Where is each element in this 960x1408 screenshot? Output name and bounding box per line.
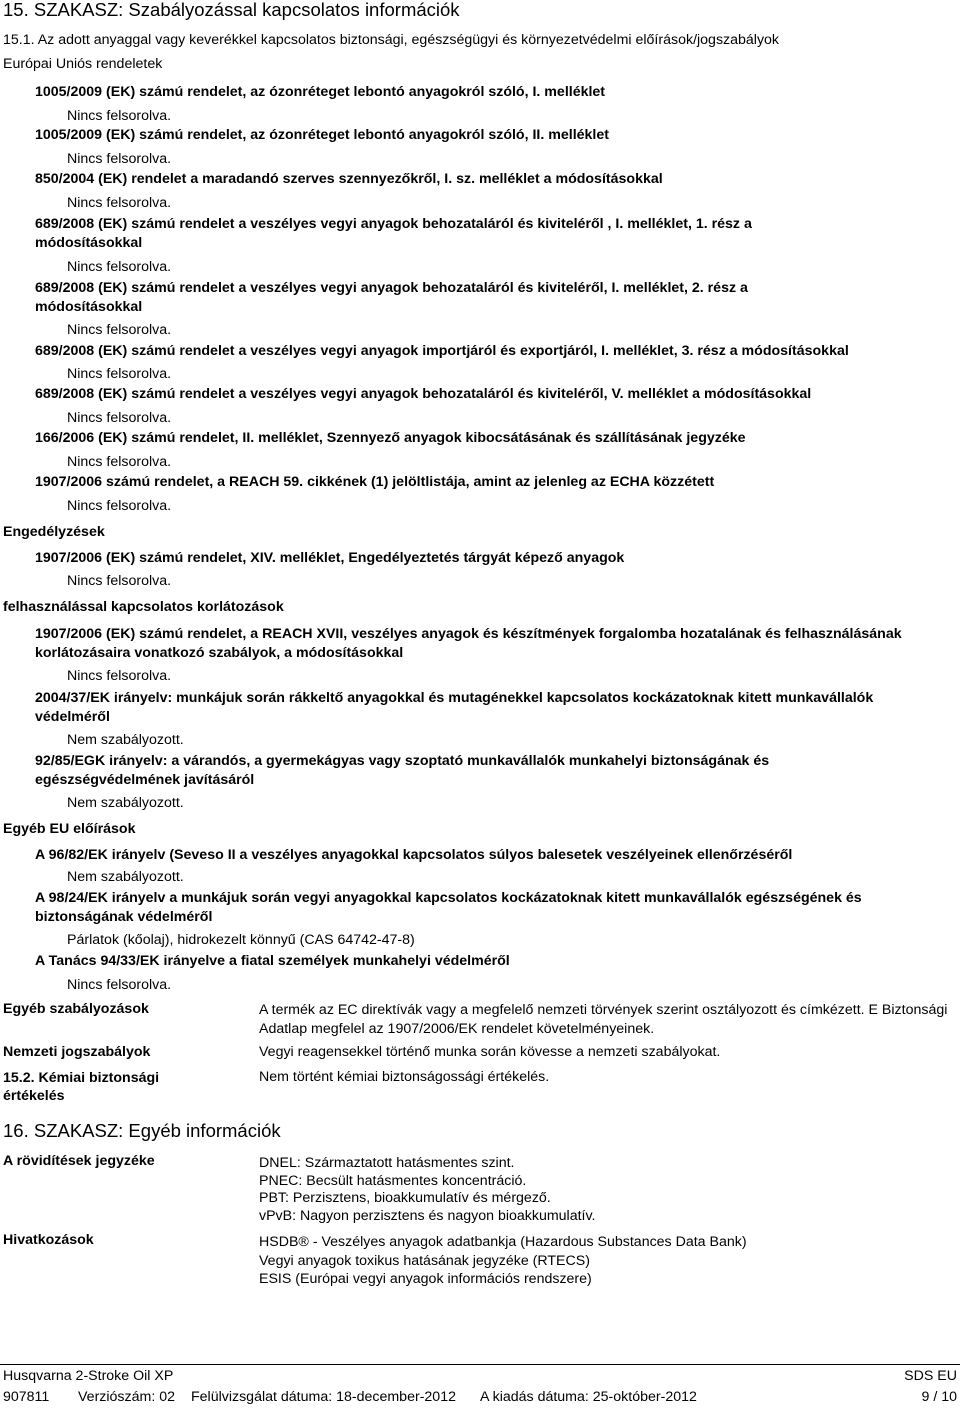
restriction-value: Nem szabályozott. (67, 732, 184, 748)
footer-divider (0, 1364, 960, 1365)
reg-value: Nincs felsorolva. (67, 454, 172, 470)
auth-value: Nincs felsorolva. (67, 573, 172, 589)
footer-page-number: 9 / 10 (921, 1389, 957, 1405)
other-eu-heading: Egyéb EU előírások (3, 821, 136, 837)
reg-title: 689/2008 (EK) számú rendelet a veszélyes vegyi anyagok behozataláról és kiviteléről, V. melléklet a módosításokkal (35, 386, 812, 402)
other-eu-value: Nincs felsorolva. (67, 977, 172, 993)
restriction-title: 92/85/EGK irányelv: a várandós, a gyermekágyas vagy szoptató munkavállalók munkahelyi biztonságának és egészségvédelmének javításáról (35, 753, 770, 788)
other-eu-title: A Tanács 94/33/EK irányelve a fiatal személyek munkahelyi védelméről (35, 953, 510, 969)
reg-value: Nincs felsorolva. (67, 108, 172, 124)
footer-product: Husqvarna 2-Stroke Oil XP (3, 1368, 174, 1384)
abbreviations-label: A rövidítések jegyzéke (3, 1153, 155, 1169)
reference-item: HSDB® - Veszélyes anyagok adatbankja (Hazardous Substances Data Bank) (259, 1234, 747, 1250)
footer-revision-date: Felülvizsgálat dátuma: 18-december-2012 (191, 1389, 456, 1405)
authorisations-heading: Engedélyzések (3, 524, 105, 540)
reg-value: Nincs felsorolva. (67, 366, 172, 382)
reference-item: Vegyi anyagok toxikus hatásának jegyzéke (RTECS) (259, 1252, 590, 1269)
reg-title: 689/2008 (EK) számú rendelet a veszélyes vegyi anyagok importjáról és exportjáról, I. melléklet, 3. rész a módosításokkal (35, 343, 849, 359)
reg-title: 166/2006 (EK) számú rendelet, II. melléklet, Szennyező anyagok kibocsátásának és szállításának jegyzéke (35, 430, 746, 446)
reg-title: 1005/2009 (EK) számú rendelet, az ózonréteget lebontó anyagokról szóló, I. melléklet (35, 84, 606, 100)
footer-issue-date: A kiadás dátuma: 25-október-2012 (480, 1389, 697, 1405)
restriction-value: Nem szabályozott. (67, 795, 184, 811)
other-eu-value: Párlatok (kőolaj), hidrokezelt könnyű (CAS 64742-47-8) (67, 932, 415, 948)
abbreviation-item: PBT: Perzisztens, bioakkumulatív és mérgező. (259, 1190, 551, 1206)
reg-value: Nincs felsorolva. (67, 195, 172, 211)
section-16-title: 16. SZAKASZ: Egyéb információk (3, 1120, 281, 1141)
section-15-title: 15. SZAKASZ: Szabályozással kapcsolatos információk (3, 0, 460, 20)
eu-regulations-heading: Európai Uniós rendeletek (3, 56, 163, 72)
reference-item: ESIS (Európai vegyi anyagok információs rendszere) (259, 1271, 592, 1287)
footer-version: Verziószám: 02 (78, 1389, 175, 1405)
auth-title: 1907/2006 (EK) számú rendelet, XIV. melléklet, Engedélyeztetés tárgyát képező anyagok (35, 550, 625, 566)
chem-safety-label: 15.2. Kémiai biztonsági értékelés (3, 1070, 160, 1104)
abbreviations-list (259, 1155, 595, 1225)
reg-title: 689/2008 (EK) számú rendelet a veszélyes vegyi anyagok behozataláról és kiviteléről, I. melléklet, 2. rész a módosításokkal (35, 280, 748, 315)
reg-title: 689/2008 (EK) számú rendelet a veszélyes vegyi anyagok behozataláról és kiviteléről , I. melléklet, 1. rész a módosításokkal (35, 216, 752, 251)
restriction-title: 2004/37/EK irányelv: munkájuk során rákkeltő anyagokkal és mutagénekkel kapcsolatos kockázatoknak kitett munkavállalók védelméről (35, 690, 874, 725)
footer-code: 907811 (3, 1389, 50, 1405)
restriction-value: Nincs felsorolva. (67, 668, 172, 684)
reg-value: Nincs felsorolva. (67, 410, 172, 426)
references-list (259, 1233, 747, 1289)
reg-title: 1907/2006 számú rendelet, a REACH 59. cikkének (1) jelöltlistája, amint az jelenleg az ECHA közzétett (35, 474, 715, 490)
reg-title: 1005/2009 (EK) számú rendelet, az ózonréteget lebontó anyagokról szóló, II. melléklet (35, 127, 609, 143)
restriction-title: 1907/2006 (EK) számú rendelet, a REACH XVII, veszélyes anyagok és készítmények forgalomba hozatalának és felhasználásának korlátozásaira vonatkozó szabályok, a módosításokkal (35, 626, 902, 661)
references-label: Hivatkozások (3, 1232, 94, 1248)
other-eu-title: A 98/24/EK irányelv a munkájuk során vegyi anyagokkal kapcsolatos kockázatoknak kitett munkavállalók egészségének és biztonságának védelméről (35, 890, 862, 925)
abbreviation-item: PNEC: Becsült hatásmentes koncentráció. (259, 1172, 527, 1189)
section-15-1-title: 15.1. Az adott anyaggal vagy keverékkel kapcsolatos biztonsági, egészségügyi és környezetvédelmi előírások/jogszabályok (3, 32, 780, 48)
restrictions-heading: felhasználással kapcsolatos korlátozások (3, 599, 284, 615)
other-eu-value: Nem szabályozott. (67, 869, 184, 885)
reg-value: Nincs felsorolva. (67, 151, 172, 167)
national-regulations-text: Vegyi reagensekkel történő munka során kövesse a nemzeti szabályokat. (259, 1044, 721, 1060)
abbreviation-item: vPvB: Nagyon perzisztens és nagyon bioakkumulatív. (259, 1207, 596, 1224)
other-eu-title: A 96/82/EK irányelv (Seveso II a veszélyes anyagokkal kapcsolatos súlyos balesetek veszélyeinek ellenőrzéséről (35, 847, 793, 863)
footer-doc-type: SDS EU (904, 1368, 957, 1384)
reg-value: Nincs felsorolva. (67, 498, 172, 514)
other-regulations-text: A termék az EC direktívák vagy a megfelelő nemzeti törvények szerint osztályozott és címkézett. E Biztonsági Adatlap megfelel az 1907/2006/EK rendelet követelményeinek. (259, 1002, 948, 1037)
abbreviation-item: DNEL: Származtatott hatásmentes szint. (259, 1155, 515, 1171)
reg-value: Nincs felsorolva. (67, 259, 172, 275)
chem-safety-text: Nem történt kémiai biztonságossági értékelés. (259, 1069, 550, 1085)
other-regulations-label: Egyéb szabályozások (3, 1001, 149, 1017)
reg-title: 850/2004 (EK) rendelet a maradandó szerves szennyezőkről, I. sz. melléklet a módosításokkal (35, 171, 663, 187)
reg-value: Nincs felsorolva. (67, 322, 172, 338)
national-regulations-label: Nemzeti jogszabályok (3, 1044, 151, 1060)
